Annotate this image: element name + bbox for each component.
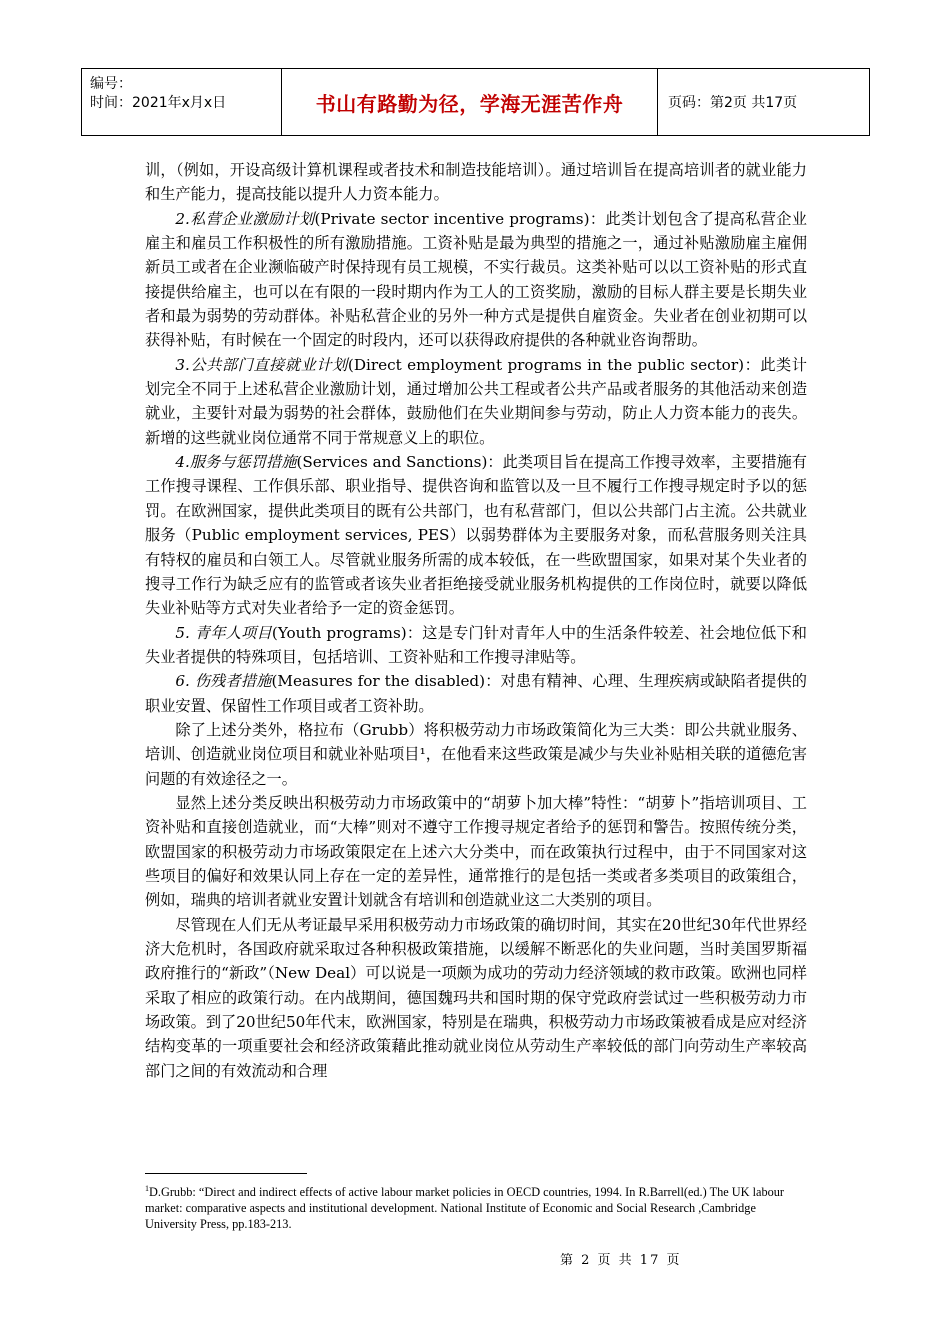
paragraph-lead: 6. 伤残者措施 bbox=[175, 672, 272, 691]
paragraph: 6. 伤残者措施(Measures for the disabled)：对患有精神、心理、生理疾病或缺陷者提供的职业安置、保留性工作项目或者工资补助。 bbox=[145, 672, 807, 715]
paragraph: 训，（例如，开设高级计算机课程或者技术和制造技能培训）。通过培训旨在提高培训者的就业能力和生产能力，提高技能以提升人力资本能力。 bbox=[145, 161, 807, 204]
paragraph-lead: 5. 青年人项目 bbox=[175, 623, 272, 642]
paragraph: 除了上述分类外，格拉布（Grubb）将积极劳动力市场政策简化为三大类：即公共就业服务、培训、创造就业岗位项目和就业补贴项目¹，在他看来这些政策是减少与失业补贴相关联的道德危害问题的有效途径之一。 bbox=[145, 720, 807, 788]
page-header bbox=[81, 68, 870, 136]
paragraph: 5. 青年人项目(Youth programs)：这是专门针对青年人中的生活条件较差、社会地位低下和失业者提供的特殊项目，包括培训、工资补贴和工作搜寻津贴等。 bbox=[145, 623, 807, 666]
page-footer: 第 2 页 共 17 页 bbox=[560, 1253, 682, 1268]
paragraph-lead: 4.服务与惩罚措施 bbox=[175, 453, 297, 472]
paragraph: 显然上述分类反映出积极劳动力市场政策中的“胡萝卜加大棒”特性：“胡萝卜”指培训项目、工资补贴和直接创造就业，而“大棒”则对不遵守工作搜寻规定者给予的惩罚和警告。按照传统分类，欧盟国家的积极劳动力市场政策限定在上述六大分类中，而在政策执行过程中，由于不同国家对这些项目的偏好和效果认同上存在一定的差异性，通常推行的是包括一类或者多类项目的政策组合，例如，瑞典的培训者就业安置计划就含有培训和创造就业这二大类别的项目。 bbox=[145, 793, 807, 910]
footnote-mark: 1 bbox=[145, 1184, 149, 1193]
doc-code-label: 编号： bbox=[90, 76, 132, 92]
body-text bbox=[145, 158, 807, 1083]
paragraph: 3.公共部门直接就业计划(Direct employment programs in the public sector)：此类计划完全不同于上述私营企业激励计划，通过增加公共工程或者公共产品或者服务的其他活动来创造就业，主要针对最为弱势的社会群体，鼓励他们在失业期间参与劳动，防止人力资本能力的丧失。新增的这些就业岗位通常不同于常规意义上的职位。 bbox=[145, 355, 807, 447]
paragraph-lead: 3.公共部门直接就业计划 bbox=[175, 355, 348, 374]
header-motto: 书山有路勤为径，学海无涯苦作舟 bbox=[282, 69, 658, 135]
footnote-divider bbox=[145, 1173, 307, 1174]
header-page-number: 页码：第2页 共17页 bbox=[668, 95, 798, 111]
footnote bbox=[145, 1181, 807, 1232]
paragraph: 2.私营企业激励计划(Private sector incentive programs)：此类计划包含了提高私营企业雇主和雇员工作积极性的所有激励措施。工资补贴是最为典型的措施之一，通过补贴激励雇主雇佣新员工或者在企业濒临破产时保持现有员工规模，不实行裁员。这类补贴可以以工资补贴的形式直接提供给雇主，也可以在有限的一段时期内作为工人的工资奖励，激励的目标人群主要是长期失业者和最为弱势的劳动群体。补贴私营企业的另外一种方式是提供自雇资金。失业者在创业初期可以获得补贴，有时候在一个固定的时段内，还可以获得政府提供的各种就业咨询帮助。 bbox=[145, 209, 807, 350]
paragraph: 4.服务与惩罚措施(Services and Sanctions)：此类项目旨在提高工作搜寻效率，主要措施有工作搜寻课程、工作俱乐部、职业指导、提供咨询和监管以及一旦不履行工作搜寻规定时予以的惩罚。在欧洲国家，提供此类项目的既有公共部门，也有私营部门，但以公共部门占主流。公共就业服务（Public employment services, PES）以弱势群体为主要服务对象，而私营服务则关注具有特权的雇员和白领工人。尽管就业服务所需的成本较低，在一些欧盟国家，如果对某个失业者的搜寻工作行为缺乏应有的监管或者该失业者拒绝接受就业服务机构提供的工作岗位时，就要以降低失业补贴等方式对失业者给予一定的资金惩罚。 bbox=[145, 453, 807, 618]
footnote-text: D.Grubb: “Direct and indirect effects of active labour market policies in OECD countries, 1994. In R.Barrell(ed.) The UK labour market: comparative aspects and institutional development. National Institute of Economic and Social Research ,Cambridge University Press, pp.183-213. bbox=[145, 1185, 785, 1232]
paragraph-lead: 2.私营企业激励计划 bbox=[175, 209, 315, 228]
paragraph: 尽管现在人们无从考证最早采用积极劳动力市场政策的确切时间，其实在20世纪30年代世界经济大危机时，各国政府就采取过各种积极政策措施，以缓解不断恶化的失业问题，当时美国罗斯福政府推行的“新政”（New Deal）可以说是一项颇为成功的劳动力经济领域的救市政策。欧洲也同样采取了相应的政策行动。在内战期间，德国魏玛共和国时期的保守党政府尝试过一些积极劳动力市场政策。到了20世纪50年代末，欧洲国家，特别是在瑞典，积极劳动力市场政策被看成是应对经济结构变革的一项重要社会和经济政策藉此推动就业岗位从劳动生产率较低的部门向劳动生产率较高部门之间的有效流动和合理 bbox=[145, 915, 807, 1080]
header-meta bbox=[82, 69, 282, 135]
doc-time-label: 时间：2021年x月x日 bbox=[90, 95, 227, 111]
